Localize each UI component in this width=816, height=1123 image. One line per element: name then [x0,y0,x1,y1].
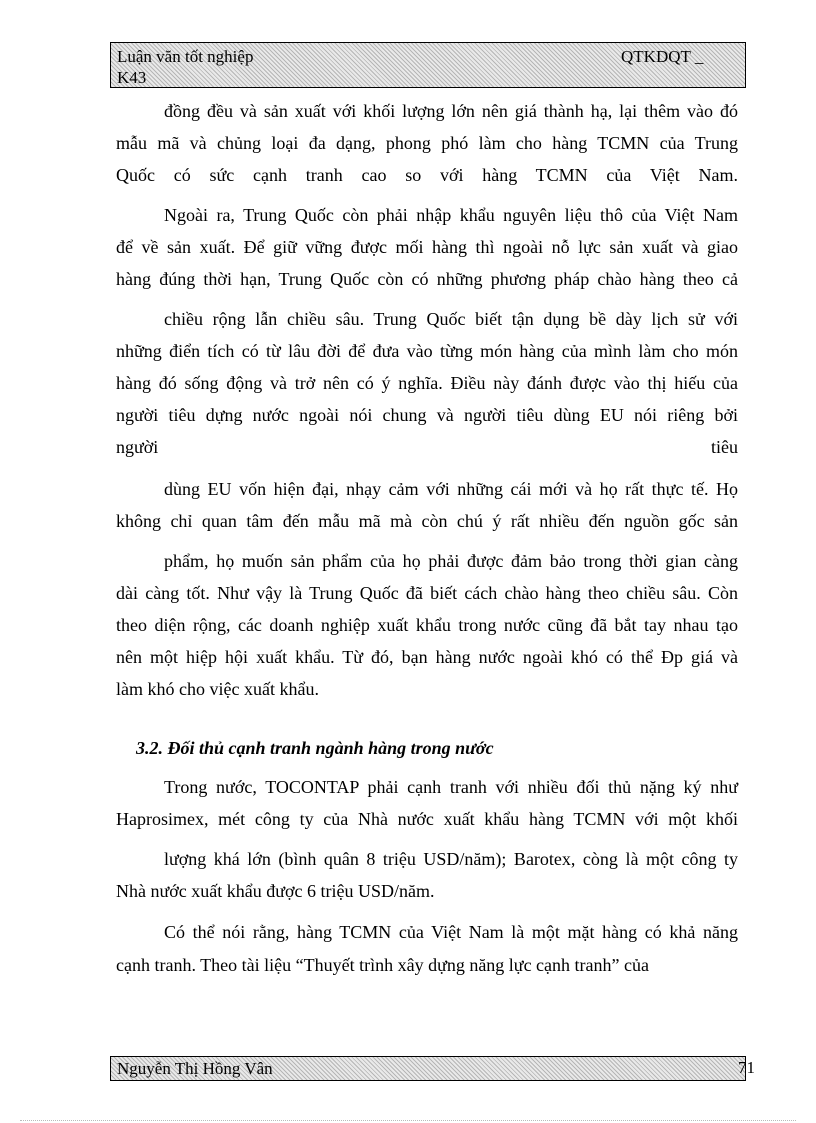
text-line: Có thể nói rằng, hàng TCMN của Việt Nam là một mặt hàng có khả năng [164,922,738,942]
text-line: dùng EU vốn hiện đại, nhạy cảm với những cái mới và họ rất thực tế. Họ [164,479,738,499]
text-line: Ngoài ra, Trung Quốc còn phải nhập khẩu nguyên liệu thô của Việt Nam [164,205,738,225]
page-number: 71 [738,1058,755,1077]
text-line: để về sản xuất. Để giữ vững được mối hàng thì ngoài nỗ lực sản xuất và giao [116,237,738,257]
header-class: K43 [117,68,147,87]
text-line: những điển tích có từ lâu đời để đưa vào từng món hàng của mình làm cho món [116,341,738,361]
text-word: tiêu [711,437,738,457]
header-title: Luận văn tốt nghiệp [117,47,254,66]
text-line: không chỉ quan tâm đến mẫu mã mà còn chú ý rất nhiều đến nguồn gốc sản [116,511,738,531]
text-line: Haprosimex, mét công ty của Nhà nước xuất khẩu hàng TCMN với một khối [116,809,738,829]
text-line: chiều rộng lẫn chiều sâu. Trung Quốc biết tận dụng bề dày lịch sử với [164,309,738,329]
text-line: dài càng tốt. Như vậy là Trung Quốc đã biết cách chào hàng theo chiều sâu. Còn [116,583,738,603]
text-line: mẫu mã và chủng loại đa dạng, phong phó làm cho hàng TCMN của Trung [116,133,738,153]
text-line: phẩm, họ muốn sản phẩm của họ phải được đảm bảo trong thời gian càng [164,551,738,571]
page-header [110,42,746,88]
text-line: người tiêu dựng nước ngoài nói chung và người tiêu dùng EU nói riêng bởi [116,405,738,425]
text-line: Nhà nước xuất khẩu được 6 triệu USD/năm. [116,881,435,901]
text-line: theo diện rộng, các doanh nghiệp xuất khẩu trong nước cũng đã bắt tay nhau tạo [116,615,738,635]
text-line: Quốc có sức cạnh tranh cao so với hàng TCMN của Việt Nam. [116,165,738,185]
text-line: đồng đều và sản xuất với khối lượng lớn nên giá thành hạ, lại thêm vào đó [164,101,738,121]
page-footer [110,1056,746,1081]
text-word: người [116,437,159,457]
text-line: cạnh tranh. Theo tài liệu “Thuyết trình xây dựng năng lực cạnh tranh” của [116,955,649,975]
header-course: QTKDQT _ [621,47,704,66]
text-line: hàng đúng thời hạn, Trung Quốc còn có những phương pháp chào hàng theo cả [116,269,738,289]
text-line [116,435,738,459]
text-line: lượng khá lớn (bình quân 8 triệu USD/năm); Barotex, còng là một công ty [164,849,738,869]
author-name: Nguyễn Thị Hồng Vân [117,1059,273,1078]
text-line: Trong nước, TOCONTAP phải cạnh tranh với nhiều đối thủ nặng ký như [164,777,738,797]
text-line: làm khó cho việc xuất khẩu. [116,679,319,699]
text-line: nên một hiệp hội xuất khẩu. Từ đó, bạn hàng nước ngoài khó có thể Đp giá và [116,647,738,667]
section-heading: 3.2. Đối thủ cạnh tranh ngành hàng trong nước [136,738,494,758]
page-bottom-rule [20,1120,796,1121]
text-line: hàng đó sống động và trở nên có ý nghĩa. Điều này đánh được vào thị hiếu của [116,373,738,393]
